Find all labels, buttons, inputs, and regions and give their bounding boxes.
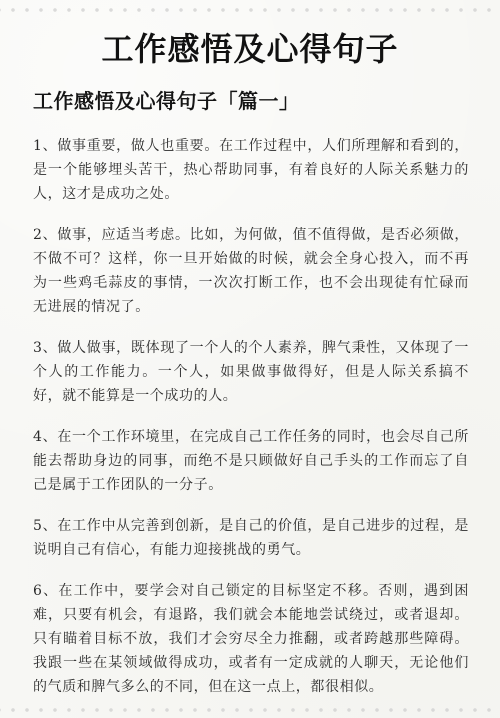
page-title: 工作感悟及心得句子 [101,30,399,68]
paragraph-3: 3、做人做事，既体现了一个人的个人素养，脾气秉性，又体现了一个人的工作能力。一个人，如果做事做得好，但是人际关系搞不好，就不能算是一个成功的人。 [33,340,469,404]
paragraph-4: 4、在一个工作环境里，在完成自己工作任务的同时，也会尽自己所能去帮助身边的同事，而绝不是只顾做好自己手头的工作而忘了自己是属于工作团队的一分子。 [33,429,469,493]
top-dot-border [0,4,500,16]
bottom-dot-border [0,704,500,716]
article-body [33,134,469,716]
paragraph-6: 6、在工作中，要学会对自己锁定的目标坚定不移。否则，遇到困难，只要有机会，有退路，我们就会本能地尝试绕过，或者退却。只有瞄着目标不放，我们才会穷尽全力推翻，或者跨越那些障碍。我跟一些在某领域做得成功，或者有一定成就的人聊天，无论他们的气质和脾气多么的不同，但在这一点上，都很相似。 [33,583,469,695]
paragraph-1: 1、做事重要，做人也重要。在工作过程中，人们所理解和看到的，是一个能够埋头苦干，热心帮助同事，有着良好的人际关系魅力的人，这才是成功之处。 [33,138,469,202]
paragraph-2: 2、做事，应适当考虑。比如，为何做，值不值得做，是否必须做，不做不可？这样，你一旦开始做的时候，就会全身心投入，而不再为一些鸡毛蒜皮的事情，一次次打断工作，也不会出现徒有忙碌而无进展的情况了。 [33,227,469,315]
section-heading: 工作感悟及心得句子「篇一」 [33,89,300,113]
paragraph-5: 5、在工作中从完善到创新，是自己的价值，是自己进步的过程，是说明自己有信心，有能力迎接挑战的勇气。 [33,518,469,558]
